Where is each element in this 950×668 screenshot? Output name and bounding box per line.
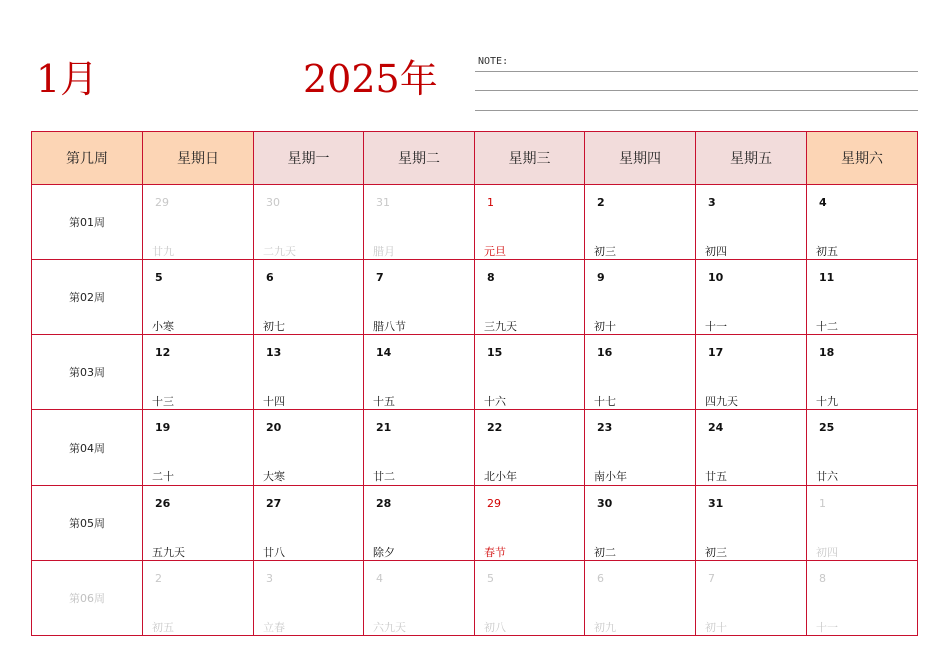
lunar-date: 除夕 — [373, 545, 395, 559]
lunar-date: 五九天 — [152, 545, 185, 559]
day-cell[interactable] — [254, 485, 364, 560]
day-cell[interactable] — [807, 185, 918, 260]
lunar-date: 三九天 — [484, 320, 517, 334]
day-number: 29 — [155, 196, 169, 209]
lunar-date: 初八 — [484, 620, 506, 634]
note-label: NOTE: — [478, 56, 509, 67]
day-cell[interactable] — [364, 560, 475, 635]
day-number: 31 — [708, 496, 724, 510]
lunar-date: 廿六 — [816, 470, 838, 484]
lunar-date: 腊八节 — [373, 320, 406, 334]
day-number: 21 — [376, 421, 392, 435]
day-number: 11 — [819, 271, 835, 285]
day-number: 4 — [819, 196, 827, 209]
day-number: 2 — [155, 571, 162, 585]
day-number: 15 — [487, 346, 503, 360]
week-row — [32, 260, 918, 335]
day-number: 5 — [155, 271, 163, 285]
lunar-date: 十二 — [816, 320, 838, 334]
lunar-date: 初九 — [594, 620, 616, 634]
day-cell[interactable] — [364, 185, 475, 260]
lunar-date: 十三 — [152, 395, 174, 409]
day-cell[interactable] — [696, 485, 807, 560]
day-cell[interactable] — [254, 335, 364, 410]
day-cell[interactable] — [585, 485, 696, 560]
day-cell[interactable] — [585, 410, 696, 485]
day-number: 1 — [819, 496, 826, 510]
week-number-header: 第几周 — [32, 132, 143, 185]
note-line — [475, 110, 918, 111]
day-number: 7 — [376, 271, 384, 285]
week-row — [32, 185, 918, 260]
lunar-date: 二九天 — [263, 245, 296, 258]
lunar-date: 十七 — [594, 395, 616, 409]
lunar-date: 初四 — [705, 245, 727, 258]
day-cell[interactable] — [143, 335, 254, 410]
week-row — [32, 335, 918, 410]
monday-header: 星期一 — [254, 132, 364, 185]
day-cell[interactable] — [696, 410, 807, 485]
week-number: 第04周 — [32, 410, 143, 485]
day-cell[interactable] — [475, 185, 585, 260]
day-cell[interactable] — [696, 185, 807, 260]
tuesday-header: 星期二 — [364, 132, 475, 185]
day-number: 14 — [376, 346, 392, 360]
day-cell[interactable] — [807, 410, 918, 485]
day-cell[interactable] — [254, 410, 364, 485]
lunar-date: 二十 — [152, 470, 174, 484]
lunar-date: 立春 — [263, 620, 285, 634]
lunar-date: 腊月 — [373, 245, 395, 258]
day-number: 2 — [597, 196, 605, 209]
week-row — [32, 560, 918, 635]
lunar-date: 北小年 — [484, 470, 517, 484]
week-number: 第02周 — [32, 260, 143, 335]
day-number: 17 — [708, 346, 724, 360]
lunar-date: 四九天 — [705, 395, 738, 409]
lunar-date: 初十 — [705, 620, 727, 634]
lunar-date: 元旦 — [484, 245, 506, 258]
day-number: 22 — [487, 421, 503, 435]
week-number: 第05周 — [32, 485, 143, 560]
weekday-header-row — [32, 132, 918, 185]
day-number: 13 — [266, 346, 282, 360]
day-number: 8 — [487, 271, 495, 285]
thursday-header: 星期四 — [585, 132, 696, 185]
day-number: 6 — [597, 571, 604, 585]
day-number: 23 — [597, 421, 613, 435]
calendar-grid — [31, 131, 918, 636]
lunar-date: 十一 — [705, 320, 727, 334]
day-cell[interactable] — [475, 260, 585, 335]
wednesday-header: 星期三 — [475, 132, 585, 185]
day-cell[interactable] — [807, 485, 918, 560]
day-number: 16 — [597, 346, 613, 360]
lunar-date: 十六 — [484, 395, 506, 409]
day-cell[interactable] — [585, 185, 696, 260]
day-number: 25 — [819, 421, 835, 435]
lunar-date: 廿二 — [373, 470, 395, 484]
week-row — [32, 485, 918, 560]
day-cell[interactable] — [364, 335, 475, 410]
day-cell[interactable] — [696, 560, 807, 635]
day-number: 26 — [155, 496, 171, 510]
day-number: 6 — [266, 271, 274, 285]
lunar-date: 十四 — [263, 395, 285, 409]
day-number: 3 — [708, 196, 716, 209]
lunar-date: 十一 — [816, 620, 838, 634]
lunar-date: 小寒 — [152, 320, 174, 334]
lunar-date: 初十 — [594, 320, 616, 334]
day-cell[interactable] — [364, 410, 475, 485]
day-cell[interactable] — [254, 560, 364, 635]
month-title: 1月 — [36, 57, 99, 101]
day-cell[interactable] — [364, 260, 475, 335]
day-cell[interactable] — [585, 335, 696, 410]
note-line — [475, 90, 918, 91]
friday-header: 星期五 — [696, 132, 807, 185]
day-cell[interactable] — [143, 485, 254, 560]
lunar-date: 初二 — [594, 545, 616, 559]
week-number: 第01周 — [32, 185, 143, 260]
lunar-date: 十九 — [816, 395, 838, 409]
lunar-date: 春节 — [484, 545, 506, 559]
lunar-date: 初四 — [816, 545, 838, 559]
lunar-date: 初七 — [263, 320, 285, 334]
week-number: 第03周 — [32, 335, 143, 410]
day-cell[interactable] — [364, 485, 475, 560]
day-number: 24 — [708, 421, 724, 435]
day-cell[interactable] — [696, 260, 807, 335]
day-number: 9 — [597, 271, 605, 285]
day-cell[interactable] — [585, 560, 696, 635]
note-area[interactable] — [475, 54, 918, 114]
lunar-date: 初三 — [705, 545, 727, 559]
lunar-date: 大寒 — [263, 470, 285, 484]
day-cell[interactable] — [254, 185, 364, 260]
week-number: 第06周 — [32, 560, 143, 635]
day-number: 31 — [376, 196, 390, 209]
day-number: 19 — [155, 421, 171, 435]
day-cell[interactable] — [475, 485, 585, 560]
day-cell[interactable] — [143, 560, 254, 635]
day-cell[interactable] — [475, 410, 585, 485]
lunar-date: 六九天 — [373, 620, 406, 634]
note-line — [475, 71, 918, 72]
day-cell[interactable] — [585, 260, 696, 335]
day-cell[interactable] — [143, 410, 254, 485]
lunar-date: 廿五 — [705, 470, 727, 484]
lunar-date: 廿九 — [152, 245, 174, 258]
day-cell[interactable] — [696, 335, 807, 410]
saturday-header: 星期六 — [807, 132, 918, 185]
lunar-date: 初三 — [594, 245, 616, 258]
lunar-date: 初五 — [152, 620, 174, 634]
lunar-date: 初五 — [816, 245, 838, 258]
sunday-header: 星期日 — [143, 132, 254, 185]
day-number: 29 — [487, 496, 501, 510]
lunar-date: 南小年 — [594, 470, 627, 484]
day-number: 4 — [376, 571, 383, 585]
day-number: 12 — [155, 346, 171, 360]
lunar-date: 十五 — [373, 395, 395, 409]
day-number: 10 — [708, 271, 724, 285]
day-number: 18 — [819, 346, 835, 360]
day-number: 20 — [266, 421, 282, 435]
day-number: 8 — [819, 571, 826, 585]
week-row — [32, 410, 918, 485]
day-number: 5 — [487, 571, 494, 585]
day-number: 28 — [376, 496, 392, 510]
day-number: 1 — [487, 196, 494, 209]
day-cell[interactable] — [143, 260, 254, 335]
day-cell[interactable] — [807, 335, 918, 410]
day-cell[interactable] — [475, 560, 585, 635]
day-number: 30 — [266, 196, 280, 209]
day-cell[interactable] — [475, 335, 585, 410]
day-number: 27 — [266, 496, 282, 510]
day-cell[interactable] — [143, 185, 254, 260]
lunar-date: 廿八 — [263, 545, 285, 559]
day-number: 3 — [266, 571, 273, 585]
day-cell[interactable] — [807, 560, 918, 635]
year-title: 2025年 — [303, 57, 438, 101]
day-cell[interactable] — [254, 260, 364, 335]
day-cell[interactable] — [807, 260, 918, 335]
day-number: 7 — [708, 571, 715, 585]
day-number: 30 — [597, 496, 613, 510]
